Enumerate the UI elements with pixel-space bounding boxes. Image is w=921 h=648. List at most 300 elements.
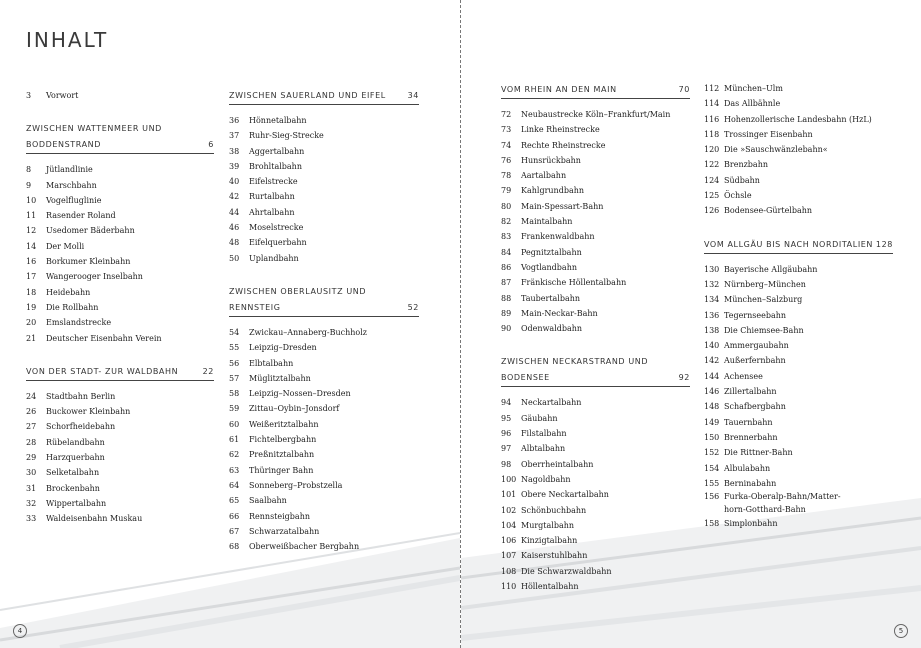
entry-title: Frankenwaldbahn [521,232,595,242]
section-heading-text: ZWISCHEN NECKARSTRAND UND BODENSEE [501,357,649,383]
entry-page-number: 18 [26,287,37,297]
toc-entry [26,331,214,346]
entry-page-number: 132 [704,279,720,289]
entry-page-number: 90 [501,324,512,334]
toc-entry [26,285,214,300]
entry-page-number: 94 [501,398,512,408]
entry-title: Außerfernbahn [724,356,786,366]
left-page [0,0,460,648]
toc-entry [229,524,419,539]
entry-page-number: 104 [501,520,517,530]
entry-page-number: 66 [229,511,240,521]
entry-title: Furka-Oberalp-Bahn/Matter-horn-Gotthard-Bahn [724,492,841,514]
entry-page-number: 32 [26,498,37,508]
entry-page-number: 95 [501,413,512,423]
entry-page-number: 158 [704,519,720,529]
entry-page-number: 26 [26,407,37,417]
entry-title: Höllentalbahn [521,582,579,592]
section-page-number: 128 [875,239,893,249]
toc-entry [229,113,419,128]
entry-title: Leipzig–Dresden [249,343,317,353]
entry-title: Harzquerbahn [46,453,105,463]
entry-page-number: 58 [229,389,240,399]
entry-page-number: 38 [229,146,240,156]
entry-page-number: 144 [704,371,720,381]
toc-entry [229,417,419,432]
entry-title: Hunsrückbahn [521,155,581,165]
entry-page-number: 48 [229,238,240,248]
entry-title: Vogtlandbahn [521,262,577,272]
entry-title: Taubertalbahn [521,293,581,303]
entry-title: Main-Neckar-Bahn [521,308,598,318]
toc-entry [229,205,419,220]
entry-title: Tauernbahn [724,417,773,427]
entry-title: Nagoldbahn [521,474,571,484]
entry-title: Rübelandbahn [46,437,105,447]
toc-entry [26,208,214,223]
entry-page-number: 50 [229,253,240,263]
entry-page-number: 14 [26,241,37,251]
entry-page-number: 55 [229,343,240,353]
toc-entry [26,511,214,526]
toc-entry [501,426,690,441]
toc-entry [704,445,893,460]
entry-title: Weißeritztalbahn [249,419,319,429]
entry-title: Linke Rheinstrecke [521,125,600,135]
entry-page-number: 100 [501,474,517,484]
entry-title: Maintalbahn [521,217,573,227]
right-page [461,0,921,648]
entry-page-number: 138 [704,325,720,335]
toc-entry [704,384,893,399]
toc-entry [704,81,893,96]
entry-page-number: 29 [26,453,37,463]
toc-entry [704,142,893,157]
entry-page-number: 142 [704,356,720,366]
entry-page-number: 82 [501,217,512,227]
toc-entry [229,401,419,416]
toc-entry [704,491,893,516]
section-spacer [26,346,214,364]
entry-title: Eifelquerbahn [249,238,307,248]
entry-page-number: 80 [501,201,512,211]
entry-title: Vorwort [46,91,79,100]
entry-title: Nürnberg–München [724,279,806,289]
entry-page-number: 110 [501,582,517,592]
section-heading-text: VOM RHEIN AN DEN MAIN [501,85,617,94]
entry-page-number: 60 [229,419,240,429]
toc-entry [704,338,893,353]
entry-title: Schafbergbahn [724,402,786,412]
entry-page-number: 28 [26,437,37,447]
entry-page-number: 87 [501,278,512,288]
entry-page-number: 16 [26,257,37,267]
entry-title: Hönnetalbahn [249,116,307,125]
toc-entry [501,168,690,183]
entry-page-number: 149 [704,417,720,427]
entry-page-number: 78 [501,171,512,181]
entry-title: Rennsteigbahn [249,511,310,521]
entry-title: Schorfheidebahn [46,422,116,432]
toc-entry [229,386,419,401]
toc-column-4 [704,81,893,531]
toc-entry [501,199,690,214]
toc-entry [229,463,419,478]
entry-title: Albulabahn [724,463,771,473]
entry-page-number: 97 [501,444,512,454]
section-page-number: 52 [407,302,419,312]
entry-title: Brenzbahn [724,160,768,170]
toc-entry [501,487,690,502]
toc-column-3 [501,82,690,594]
section-spacer [229,266,419,284]
entry-title: Saalbahn [249,496,287,506]
toc-entry [501,291,690,306]
entry-title: Tegernseebahn [724,310,787,320]
entry-title: Elbtalbahn [249,358,294,368]
entry-page-number: 134 [704,295,720,305]
entry-page-number: 9 [26,180,32,190]
toc-entry [501,214,690,229]
entry-page-number: 124 [704,175,720,185]
entry-title: Bayerische Allgäubahn [724,264,818,274]
entry-page-number: 31 [26,483,37,493]
entry-title: Borkumer Kleinbahn [46,257,131,267]
toc-entry [704,112,893,127]
toc-entry [704,188,893,203]
toc-entry [704,96,893,111]
toc-entry [229,220,419,235]
entry-title: Sonneberg–Probstzella [249,480,343,490]
section-page-number: 6 [208,140,214,150]
entry-page-number: 64 [229,480,240,490]
toc-entry [26,193,214,208]
section-heading [501,354,690,387]
toc-entry [501,245,690,260]
toc-entry [704,430,893,445]
entry-page-number: 150 [704,432,720,442]
toc-entry [229,539,419,554]
entry-title: Rurtalbahn [249,192,295,202]
section-spacer [704,219,893,237]
toc-entry [501,457,690,472]
entry-page-number: 125 [704,191,720,201]
entry-page-number: 42 [229,192,240,202]
toc-entry [704,292,893,307]
toc-entry [26,419,214,434]
entry-title: Preßnitztalbahn [249,450,315,460]
page-number-right: 5 [894,624,908,638]
entry-title: Der Molli [46,241,85,251]
toc-entry [26,223,214,238]
entry-title: Öchsle [724,191,752,201]
entry-title: Fichtelbergbahn [249,435,317,445]
entry-title: Wangerooger Inselbahn [46,272,143,282]
entry-page-number: 126 [704,206,720,216]
entry-title: Vogelfluglinie [46,195,102,205]
entry-title: Deutscher Eisenbahn Verein [46,333,162,343]
entry-title: Rasender Roland [46,211,116,221]
toc-entry [229,174,419,189]
entry-title: Emslandstrecke [46,318,112,328]
toc-entry [501,321,690,336]
entry-title: Simplonbahn [724,519,778,529]
entry-page-number: 86 [501,262,512,272]
entry-page-number: 83 [501,232,512,242]
entry-page-number: 88 [501,293,512,303]
entry-title: Moselstrecke [249,223,304,233]
toc-entry [229,509,419,524]
toc-entry [26,162,214,177]
entry-page-number: 19 [26,302,37,312]
entry-title: Zillertalbahn [724,387,777,397]
entry-page-number: 20 [26,318,37,328]
toc-entry [704,516,893,531]
entry-page-number: 30 [26,468,37,478]
entry-title: Brohltalbahn [249,161,302,171]
toc-entry [26,435,214,450]
entry-title: Zittau–Oybin–Jonsdorf [249,404,340,414]
entry-page-number: 122 [704,160,720,170]
entry-page-number: 120 [704,145,720,155]
entry-title: Leipzig–Nossen–Dresden [249,389,351,399]
entry-title: Gäubahn [521,413,558,423]
entry-page-number: 33 [26,514,37,524]
toc-entry [229,235,419,250]
entry-page-number: 140 [704,341,720,351]
section-page-number: 22 [202,366,214,376]
toc-entry [501,579,690,594]
entry-title: Brennerbahn [724,432,778,442]
entry-page-number: 112 [704,84,720,93]
entry-title: Müglitztalbahn [249,373,311,383]
entry-page-number: 118 [704,129,720,139]
entry-page-number: 17 [26,272,37,282]
section-heading [704,237,893,254]
entry-title: Schwarzatalbahn [249,526,320,536]
entry-title: Wippertalbahn [46,498,107,508]
entry-title: Die Rittner-Bahn [724,448,793,458]
entry-title: Heidebahn [46,287,91,297]
toc-entry [26,315,214,330]
entry-title: München–Ulm [724,84,783,93]
entry-title: Ammergaubahn [724,341,789,351]
toc-entry [501,138,690,153]
section-page-number: 34 [407,91,419,100]
entry-title: Pegnitztalbahn [521,247,582,257]
toc-entry [501,548,690,563]
toc-entry [501,122,690,137]
toc-entry [704,461,893,476]
entry-title: Die Schwarzwaldbahn [521,566,612,576]
toc-entry [26,404,214,419]
entry-title: Uplandbahn [249,253,299,263]
entry-page-number: 76 [501,155,512,165]
entry-title: Ruhr-Sieg-Strecke [249,131,324,141]
entry-title: Stadtbahn Berlin [46,391,116,401]
entry-title: Die Chiemsee-Bahn [724,325,804,335]
toc-entry [229,251,419,266]
entry-title: Filstalbahn [521,429,567,439]
toc-entry [501,260,690,275]
entry-title: Rechte Rheinstrecke [521,140,606,150]
entry-title: Achensee [724,371,763,381]
toc-entry [26,496,214,511]
section-heading-text: VON DER STADT- ZUR WALDBAHN [26,366,179,376]
entry-page-number: 40 [229,177,240,187]
entry-title: Aartalbahn [521,171,567,181]
entry-page-number: 154 [704,463,720,473]
toc-entry [501,153,690,168]
section-heading-text: VOM ALLGÄU BIS NACH NORDITALIEN [704,239,874,249]
entry-title: Schönbuchbahn [521,505,587,515]
toc-entry [229,432,419,447]
toc-entry [26,178,214,193]
toc-entry [704,127,893,142]
toc-entry [704,173,893,188]
section-spacer [26,103,214,121]
section-heading-text: ZWISCHEN WATTENMEER UND [26,124,162,134]
toc-entry [501,229,690,244]
entry-title: Kaiserstuhlbahn [521,551,588,561]
entry-title: Trossinger Eisenbahn [724,129,813,139]
toc-entry [501,533,690,548]
toc-entry [26,300,214,315]
entry-title: Obere Neckartalbahn [521,490,609,500]
entry-page-number: 96 [501,429,512,439]
entry-title: Waldeisenbahn Muskau [46,514,143,524]
toc-entry [26,239,214,254]
entry-page-number: 114 [704,99,720,109]
entry-page-number: 24 [26,391,37,401]
entry-title: Thüringer Bahn [249,465,314,475]
entry-title: Jütlandlinie [46,165,93,175]
toc-entry [704,476,893,491]
toc-entry [501,306,690,321]
toc-entry [704,262,893,277]
entry-page-number: 39 [229,161,240,171]
toc-entry [229,325,419,340]
entry-title: Die Rollbahn [46,302,99,312]
entry-page-number: 102 [501,505,517,515]
entry-title: Eifelstrecke [249,177,298,187]
toc-entry [501,503,690,518]
entry-page-number: 10 [26,195,37,205]
entry-page-number: 152 [704,448,720,458]
entry-page-number: 68 [229,542,240,552]
toc-entry [229,493,419,508]
entry-page-number: 11 [26,211,37,221]
entry-page-number: 74 [501,140,512,150]
page-number-left: 4 [13,624,27,638]
entry-page-number: 108 [501,566,517,576]
entry-title: Neckartalbahn [521,398,582,408]
entry-title: Fränkische Höllentalbahn [521,278,627,288]
toc-column-2 [229,88,419,554]
entry-page-number: 12 [26,226,37,236]
toc-entry [704,399,893,414]
entry-title: Oberweißbacher Bergbahn [249,542,360,552]
toc-entry [229,447,419,462]
section-heading [229,284,419,317]
entry-page-number: 56 [229,358,240,368]
toc-entry [501,518,690,533]
entry-page-number: 130 [704,264,720,274]
entry-title: Aggertalbahn [249,146,305,156]
entry-title: Südbahn [724,175,760,185]
entry-page-number: 57 [229,373,240,383]
toc-entry [229,356,419,371]
entry-page-number: 61 [229,435,240,445]
section-page-number: 92 [678,373,690,383]
entry-page-number: 116 [704,114,720,124]
entry-title: Hohenzollerische Landesbahn (HzL) [724,114,872,124]
entry-title: Das Allbähnle [724,99,781,109]
toc-entry [229,340,419,355]
toc-entry [501,411,690,426]
entry-page-number: 101 [501,490,517,500]
entry-page-number: 59 [229,404,240,414]
entry-page-number: 37 [229,131,240,141]
toc-entry [501,275,690,290]
toc-entry [704,323,893,338]
entry-title: Murgtalbahn [521,520,575,530]
entry-page-number: 44 [229,207,240,217]
toc-entry [229,189,419,204]
entry-page-number: 79 [501,186,512,196]
entry-page-number: 36 [229,116,240,125]
entry-page-number: 107 [501,551,517,561]
entry-title: Oberrheintalbahn [521,459,594,469]
entry-title: Odenwaldbahn [521,324,583,334]
toc-entry [704,203,893,218]
entry-page-number: 3 [26,91,32,100]
entry-page-number: 106 [501,536,517,546]
entry-title: Neubaustrecke Köln–Frankfurt/Main [521,110,671,119]
toc-entry [229,144,419,159]
toc-entry [229,371,419,386]
toc-entry [229,128,419,143]
section-heading-text: ZWISCHEN SAUERLAND UND EIFEL [229,91,386,100]
toc-entry [229,159,419,174]
entry-title: Die »Sauschwänzlebahn« [724,145,828,155]
entry-page-number: 27 [26,422,37,432]
toc-entry [704,353,893,368]
toc-entry [704,277,893,292]
toc-column-1 [26,88,214,527]
entry-title: Berninabahn [724,478,777,488]
toc-entry [704,157,893,172]
section-heading [229,88,419,105]
entry-page-number: 72 [501,110,512,119]
entry-title: Zwickau–Annaberg-Buchholz [249,327,367,337]
section-spacer [501,336,690,354]
toc-entry [26,481,214,496]
toc-entry [26,389,214,404]
entry-title: Kinzigtalbahn [521,536,578,546]
section-heading-text: BODDENSTRAND [26,140,102,150]
entry-page-number: 89 [501,308,512,318]
toc-entry [26,88,214,103]
entry-title: Main-Spessart-Bahn [521,201,604,211]
section-heading [501,82,690,99]
entry-page-number: 65 [229,496,240,506]
entry-page-number: 46 [229,223,240,233]
entry-page-number: 73 [501,125,512,135]
entry-title: Ahrtalbahn [249,207,295,217]
entry-title: Bodensee-Gürtelbahn [724,206,813,216]
toc-entry [26,465,214,480]
